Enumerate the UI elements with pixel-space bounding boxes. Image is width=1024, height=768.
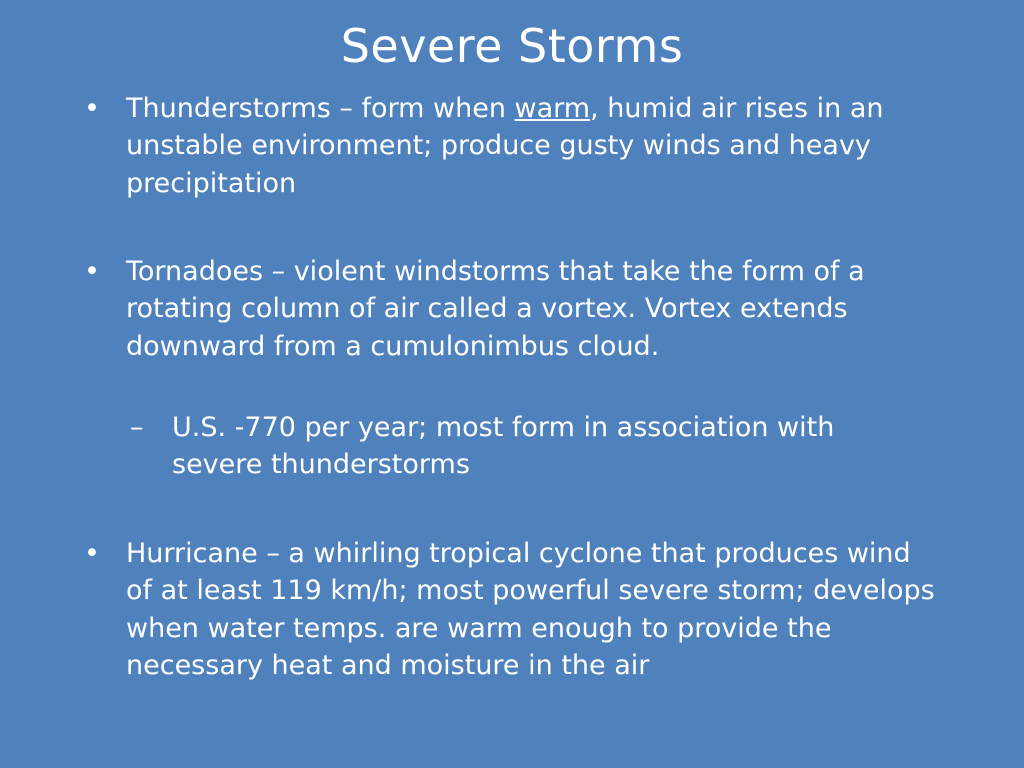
bullet-glyph: • bbox=[84, 538, 100, 569]
bullet-text-pre: Thunderstorms – form when bbox=[126, 93, 515, 124]
bullet-text bbox=[126, 90, 936, 202]
bullet-glyph: • bbox=[84, 93, 100, 124]
underlined-term-warm: warm bbox=[514, 93, 591, 124]
sub-bullet-dash: – bbox=[130, 412, 144, 443]
bullet-text-post: , humid air rises in an unstable environment; produce gusty winds and heavy precipitation bbox=[126, 93, 884, 199]
slide-title: Severe Storms bbox=[340, 19, 684, 73]
sub-bullet-text: U.S. -770 per year; most form in association with severe thunderstorms bbox=[172, 412, 835, 481]
bullet-text: Tornadoes – violent windstorms that take the form of a rotating column of air called a vortex. Vortex extends downward from a cumulonimbus cloud. bbox=[126, 256, 865, 362]
bullet-glyph: • bbox=[84, 256, 100, 287]
bullet-text: Hurricane – a whirling tropical cyclone that produces wind of at least 119 km/h; most powerful severe storm; develops when water temps. are warm enough to provide the necessary heat and moisture in the air bbox=[126, 538, 935, 681]
